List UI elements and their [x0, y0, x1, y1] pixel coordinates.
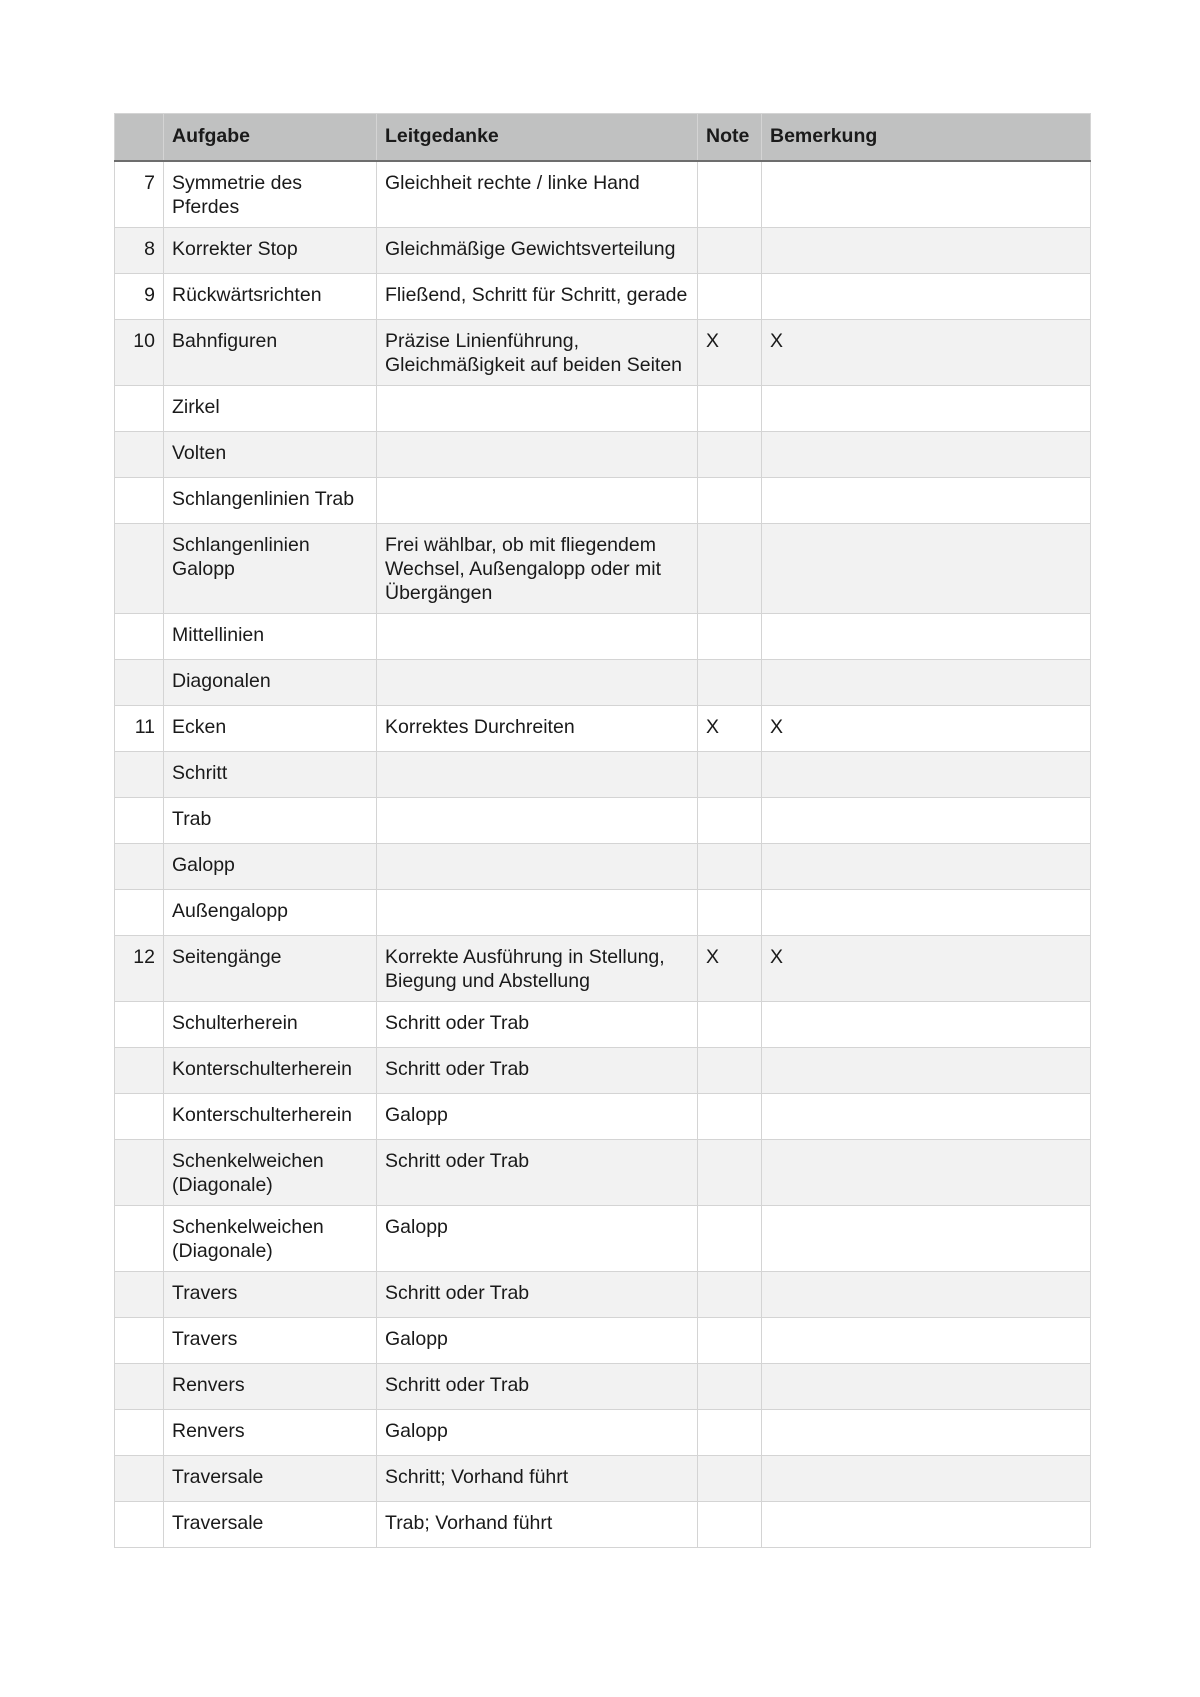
cell-idea: Fließend, Schritt für Schritt, gerade: [377, 274, 698, 320]
cell-note: [698, 228, 762, 274]
cell-task: Diagonalen: [164, 660, 377, 706]
cell-number: [115, 844, 164, 890]
cell-task: Schenkelweichen (Diagonale): [164, 1206, 377, 1272]
cell-number: [115, 432, 164, 478]
cell-note: [698, 274, 762, 320]
table-row: [115, 752, 1091, 798]
table-row: [115, 1456, 1091, 1502]
table-row: [115, 478, 1091, 524]
table-row: [115, 1502, 1091, 1548]
cell-note: [698, 1002, 762, 1048]
cell-idea: Schritt oder Trab: [377, 1364, 698, 1410]
cell-task: Bahnfiguren: [164, 320, 377, 386]
cell-remark: X: [762, 936, 1091, 1002]
table-row: [115, 798, 1091, 844]
cell-remark: [762, 386, 1091, 432]
cell-note: [698, 1502, 762, 1548]
cell-task: Galopp: [164, 844, 377, 890]
table-row: [115, 228, 1091, 274]
cell-number: 7: [115, 161, 164, 228]
cell-remark: [762, 752, 1091, 798]
cell-idea: [377, 660, 698, 706]
header-remark: Bemerkung: [762, 114, 1091, 162]
cell-note: [698, 1318, 762, 1364]
cell-task: Renvers: [164, 1410, 377, 1456]
cell-remark: [762, 1094, 1091, 1140]
cell-remark: [762, 1272, 1091, 1318]
cell-number: [115, 752, 164, 798]
cell-note: [698, 890, 762, 936]
cell-number: [115, 1048, 164, 1094]
cell-remark: [762, 1364, 1091, 1410]
table-row: [115, 890, 1091, 936]
cell-number: [115, 614, 164, 660]
cell-number: 12: [115, 936, 164, 1002]
cell-remark: [762, 1318, 1091, 1364]
table-row: [115, 1318, 1091, 1364]
table-row: [115, 432, 1091, 478]
cell-note: [698, 1094, 762, 1140]
cell-task: Travers: [164, 1272, 377, 1318]
cell-remark: [762, 1502, 1091, 1548]
cell-note: [698, 798, 762, 844]
cell-task: Konterschulterherein: [164, 1048, 377, 1094]
cell-note: X: [698, 936, 762, 1002]
evaluation-table: [114, 113, 1091, 1548]
header-row: [115, 114, 1091, 162]
cell-number: [115, 1502, 164, 1548]
cell-idea: Galopp: [377, 1318, 698, 1364]
cell-note: [698, 1456, 762, 1502]
cell-task: Rückwärtsrichten: [164, 274, 377, 320]
cell-remark: [762, 1410, 1091, 1456]
cell-task: Travers: [164, 1318, 377, 1364]
cell-note: X: [698, 706, 762, 752]
cell-note: [698, 844, 762, 890]
cell-note: [698, 386, 762, 432]
cell-note: [698, 1272, 762, 1318]
cell-number: [115, 798, 164, 844]
cell-idea: Korrekte Ausführung in Stellung, Biegung und Abstellung: [377, 936, 698, 1002]
cell-remark: [762, 274, 1091, 320]
header-task: Aufgabe: [164, 114, 377, 162]
table-row: [115, 386, 1091, 432]
cell-note: [698, 1364, 762, 1410]
cell-note: [698, 1140, 762, 1206]
cell-remark: [762, 1140, 1091, 1206]
cell-number: [115, 1456, 164, 1502]
cell-idea: Gleichmäßige Gewichtsverteilung: [377, 228, 698, 274]
cell-number: [115, 1206, 164, 1272]
table-row: [115, 706, 1091, 752]
cell-number: [115, 660, 164, 706]
table-row: [115, 1048, 1091, 1094]
cell-note: [698, 614, 762, 660]
cell-number: [115, 1364, 164, 1410]
table-row: [115, 524, 1091, 614]
cell-task: Schulterherein: [164, 1002, 377, 1048]
cell-idea: Schritt oder Trab: [377, 1272, 698, 1318]
cell-task: Ecken: [164, 706, 377, 752]
table-row: [115, 1272, 1091, 1318]
cell-number: [115, 1002, 164, 1048]
cell-idea: [377, 752, 698, 798]
cell-task: Trab: [164, 798, 377, 844]
table-row: [115, 936, 1091, 1002]
cell-task: Schlangenlinien Trab: [164, 478, 377, 524]
cell-idea: Frei wählbar, ob mit fliegendem Wechsel, Außengalopp oder mit Übergängen: [377, 524, 698, 614]
cell-number: 10: [115, 320, 164, 386]
cell-number: 9: [115, 274, 164, 320]
cell-note: [698, 478, 762, 524]
cell-remark: [762, 161, 1091, 228]
cell-idea: [377, 386, 698, 432]
cell-note: [698, 1048, 762, 1094]
table-row: [115, 614, 1091, 660]
cell-remark: [762, 844, 1091, 890]
cell-task: Symmetrie des Pferdes: [164, 161, 377, 228]
table-row: [115, 320, 1091, 386]
header-idea: Leitgedanke: [377, 114, 698, 162]
cell-number: 11: [115, 706, 164, 752]
cell-number: [115, 478, 164, 524]
table-row: [115, 844, 1091, 890]
cell-remark: [762, 798, 1091, 844]
header-number: [115, 114, 164, 162]
table-body: [115, 161, 1091, 1548]
cell-note: [698, 1206, 762, 1272]
table-row: [115, 1364, 1091, 1410]
cell-number: [115, 1410, 164, 1456]
cell-remark: [762, 614, 1091, 660]
cell-idea: Präzise Linienführung, Gleichmäßigkeit auf beiden Seiten: [377, 320, 698, 386]
cell-idea: [377, 798, 698, 844]
cell-idea: [377, 614, 698, 660]
table-row: [115, 1140, 1091, 1206]
cell-note: [698, 752, 762, 798]
cell-remark: [762, 1206, 1091, 1272]
cell-idea: Galopp: [377, 1410, 698, 1456]
cell-note: [698, 432, 762, 478]
cell-remark: X: [762, 706, 1091, 752]
table-row: [115, 1206, 1091, 1272]
cell-task: Außengalopp: [164, 890, 377, 936]
cell-note: [698, 660, 762, 706]
cell-idea: [377, 478, 698, 524]
cell-remark: [762, 478, 1091, 524]
cell-number: [115, 1140, 164, 1206]
cell-task: Zirkel: [164, 386, 377, 432]
cell-number: [115, 890, 164, 936]
cell-task: Schlangenlinien Galopp: [164, 524, 377, 614]
cell-idea: Galopp: [377, 1206, 698, 1272]
cell-idea: Trab; Vorhand führt: [377, 1502, 698, 1548]
cell-note: [698, 524, 762, 614]
table-row: [115, 1002, 1091, 1048]
cell-idea: Galopp: [377, 1094, 698, 1140]
cell-remark: [762, 228, 1091, 274]
cell-idea: Korrektes Durchreiten: [377, 706, 698, 752]
cell-number: [115, 1094, 164, 1140]
header-note: Note: [698, 114, 762, 162]
table-row: [115, 1410, 1091, 1456]
cell-note: [698, 161, 762, 228]
cell-idea: [377, 432, 698, 478]
cell-number: [115, 1318, 164, 1364]
cell-remark: [762, 1048, 1091, 1094]
cell-note: [698, 1410, 762, 1456]
cell-task: Korrekter Stop: [164, 228, 377, 274]
cell-task: Traversale: [164, 1456, 377, 1502]
table-row: [115, 161, 1091, 228]
cell-idea: Gleichheit rechte / linke Hand: [377, 161, 698, 228]
cell-note: X: [698, 320, 762, 386]
cell-remark: X: [762, 320, 1091, 386]
cell-number: [115, 524, 164, 614]
table-row: [115, 274, 1091, 320]
cell-idea: Schritt oder Trab: [377, 1048, 698, 1094]
cell-task: Renvers: [164, 1364, 377, 1410]
cell-task: Schritt: [164, 752, 377, 798]
cell-task: Seitengänge: [164, 936, 377, 1002]
cell-remark: [762, 660, 1091, 706]
cell-idea: Schritt oder Trab: [377, 1140, 698, 1206]
table-row: [115, 660, 1091, 706]
cell-task: Schenkelweichen (Diagonale): [164, 1140, 377, 1206]
cell-idea: Schritt oder Trab: [377, 1002, 698, 1048]
cell-task: Volten: [164, 432, 377, 478]
cell-number: 8: [115, 228, 164, 274]
table-row: [115, 1094, 1091, 1140]
cell-idea: [377, 844, 698, 890]
table-header: [115, 114, 1091, 162]
cell-remark: [762, 432, 1091, 478]
cell-remark: [762, 1002, 1091, 1048]
cell-remark: [762, 890, 1091, 936]
cell-number: [115, 1272, 164, 1318]
cell-number: [115, 386, 164, 432]
cell-idea: [377, 890, 698, 936]
cell-remark: [762, 1456, 1091, 1502]
cell-remark: [762, 524, 1091, 614]
cell-task: Mittellinien: [164, 614, 377, 660]
cell-task: Konterschulterherein: [164, 1094, 377, 1140]
cell-idea: Schritt; Vorhand führt: [377, 1456, 698, 1502]
cell-task: Traversale: [164, 1502, 377, 1548]
